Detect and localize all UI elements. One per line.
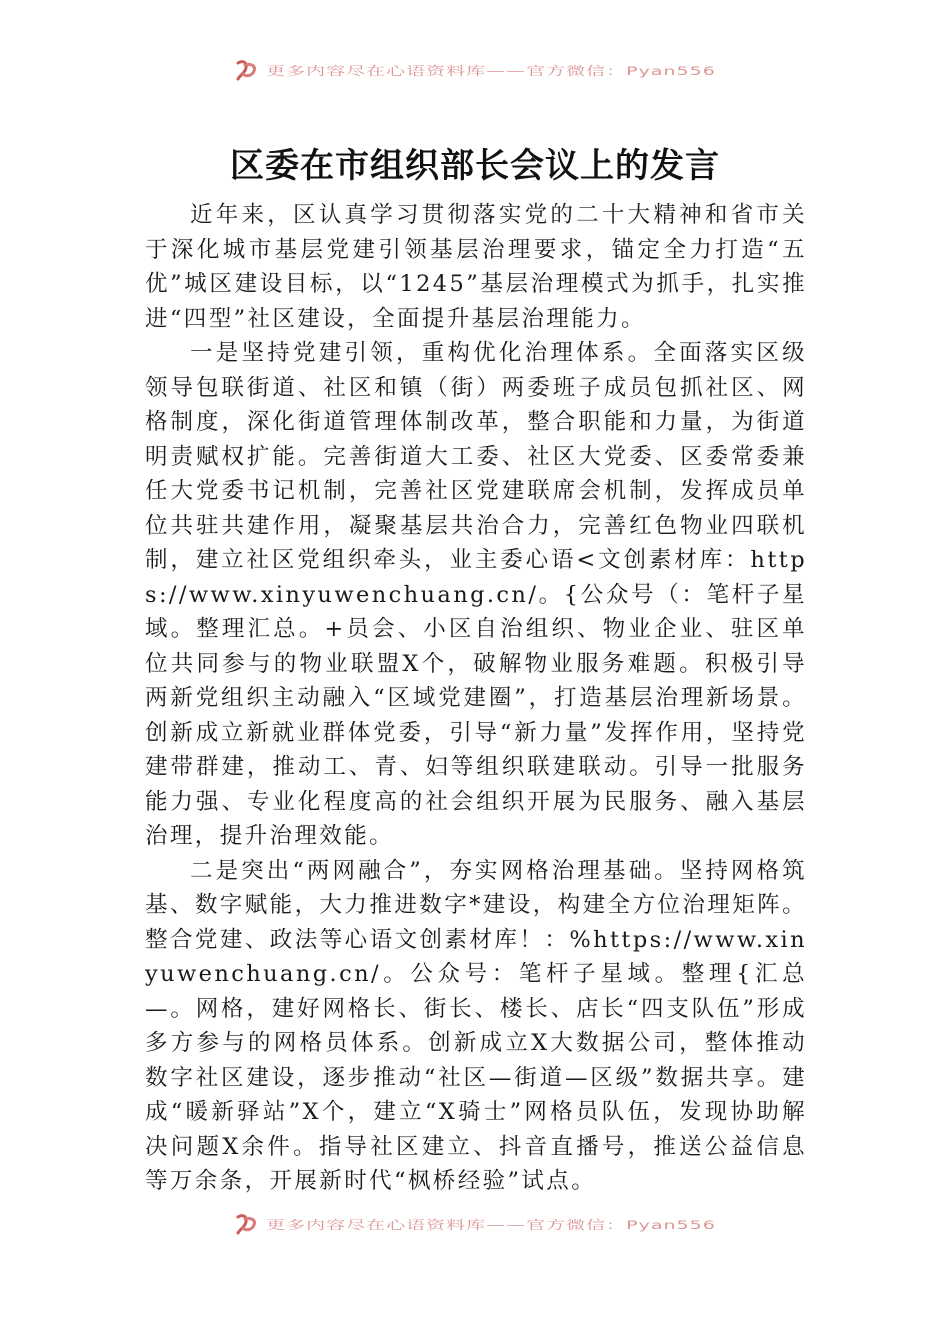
paragraph-section-1: 一是坚持党建引领，重构优化治理体系。全面落实区级领导包联街道、社区和镇（街）两委班子成员包抓社区、网格制度，深化街道管理体制改革，整合职能和力量，为街道明责赋权扩能。完善街道大工委、社区大党委、区委常委兼任大党委书记机制，完善社区党建联席会机制，发挥成员单位共驻共建作用，凝聚基层共治合力，完善红色物业四联机制，建立社区党组织牵头，业主委心语<文创素材库：https://www.xinyuwenchuang.cn/。{公众号（：笔杆子星域。整理汇总。+员会、小区自治组织、物业企业、驻区单位共同参与的物业联盟X个，破解物业服务难题。积极引导两新党组织主动融入“区域党建圈”，打造基层治理新场景。创新成立新就业群体党委，引导“新力量”发挥作用，坚持党建带群建，推动工、青、妇等组织联建联动。引导一批服务能力强、专业化程度高的社会组织开展为民服务、融入基层治理，提升治理效能。 xyxy=(145,340,807,849)
paragraph-intro: 近年来，区认真学习贯彻落实党的二十大精神和省市关于深化城市基层党建引领基层治理要求，锚定全力打造“五优”城区建设目标，以“1245”基层治理模式为抓手，扎实推进“四型”社区建设，全面提升基层治理能力。 xyxy=(145,202,807,332)
paragraph-section-2: 二是突出“两网融合”，夯实网格治理基础。坚持网格筑基、数字赋能，大力推进数字*建设，构建全方位治理矩阵。整合党建、政法等心语文创素材库！：%https://www.xinyuwenchuang.cn/。公众号：笔杆子星域。整理{汇总—。网格，建好网格长、街长、楼长、店长“四支队伍”形成多方参与的网格员体系。创新成立X大数据公司，整体推动数字社区建设，逐步推动“社区—街道—区级”数据共享。建成“暖新驿站”X个，建立“X骑士”网格员队伍，发现协助解决问题X余件。指导社区建立、抖音直播号，推送公益信息等万余条，开展新时代“枫桥经验”试点。 xyxy=(145,857,807,1194)
document-body xyxy=(145,198,807,1199)
watermark-text: 更多内容尽在心语资料库——官方微信：Pyan556 xyxy=(266,1218,716,1232)
brand-logo-icon xyxy=(234,57,260,83)
watermark-text: 更多内容尽在心语资料库——官方微信：Pyan556 xyxy=(266,64,716,78)
watermark-footer xyxy=(0,1206,950,1242)
watermark-header xyxy=(0,52,950,88)
document-title: 区委在市组织部长会议上的发言 xyxy=(230,146,720,186)
brand-logo-icon xyxy=(234,1211,260,1237)
